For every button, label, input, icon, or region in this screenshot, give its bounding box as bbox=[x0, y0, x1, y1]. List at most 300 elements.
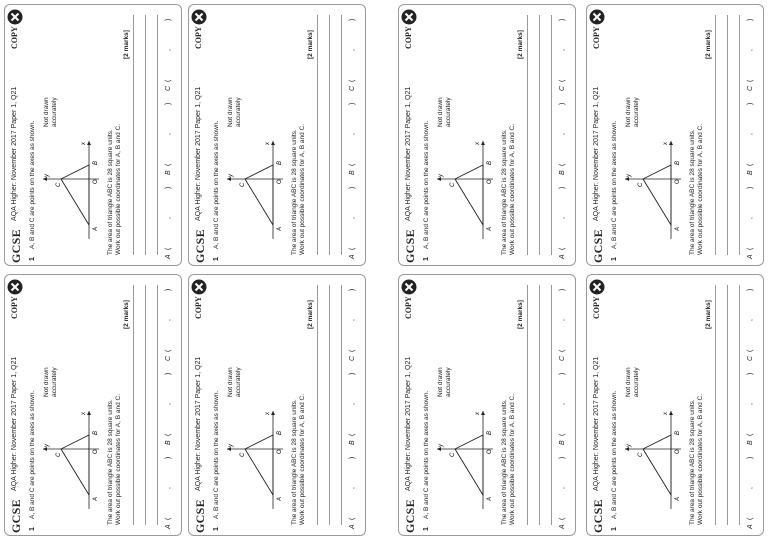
question-card bbox=[4, 274, 182, 536]
answer-c-comma[interactable]: , bbox=[747, 49, 754, 51]
answer-a-label: A bbox=[559, 524, 566, 529]
answer-b-open: ( bbox=[747, 433, 754, 436]
card-header bbox=[591, 9, 607, 263]
answer-c-open: ( bbox=[165, 79, 172, 82]
point-c-label: C bbox=[240, 182, 246, 187]
answer-a-comma[interactable]: , bbox=[559, 217, 566, 219]
answer-b-label: B bbox=[559, 170, 566, 175]
working-line[interactable] bbox=[317, 15, 318, 255]
answer-a-close: ) bbox=[559, 186, 566, 189]
answer-c-label: C bbox=[165, 85, 172, 91]
working-line[interactable] bbox=[727, 285, 728, 525]
triangle-diagram bbox=[39, 405, 103, 515]
triangle-abc bbox=[245, 165, 273, 225]
answer-b-open: ( bbox=[349, 163, 356, 166]
answer-b-comma[interactable]: , bbox=[559, 403, 566, 405]
answer-c-label: C bbox=[559, 85, 566, 91]
marks-label: [2 marks] bbox=[123, 30, 130, 59]
answer-a-comma[interactable]: , bbox=[165, 217, 172, 219]
question-intro: A, B and C are points on the axes as shown. bbox=[423, 120, 430, 249]
triangle-diagram bbox=[223, 405, 287, 515]
answer-b-label: B bbox=[349, 170, 356, 175]
origin-label: O bbox=[277, 449, 283, 454]
answer-a-close: ) bbox=[165, 456, 172, 459]
answer-c-close: ) bbox=[165, 288, 172, 291]
question-intro: A, B and C are points on the axes as shown. bbox=[213, 120, 220, 249]
answer-a-open: ( bbox=[349, 247, 356, 250]
y-axis-arrow-icon bbox=[227, 447, 231, 451]
y-axis-arrow-icon bbox=[43, 447, 47, 451]
logo-icon bbox=[191, 9, 207, 25]
answer-b-close: ) bbox=[559, 372, 566, 375]
x-axis-arrow-icon bbox=[87, 141, 91, 145]
answer-a-open: ( bbox=[165, 517, 172, 520]
card-content bbox=[587, 5, 764, 266]
y-axis-label: y bbox=[228, 174, 234, 177]
not-drawn-line1: Not drawn bbox=[43, 97, 50, 127]
not-drawn-line1: Not drawn bbox=[227, 367, 234, 397]
copy-label: COPY bbox=[592, 296, 601, 319]
marks-label: [2 marks] bbox=[705, 300, 712, 329]
x-axis-arrow-icon bbox=[271, 411, 275, 415]
question-source: AQA Higher: November 2017 Paper 1, Q21 bbox=[11, 356, 18, 491]
question-source: AQA Higher: November 2017 Paper 1, Q21 bbox=[195, 356, 202, 491]
answer-a-label: A bbox=[559, 254, 566, 259]
y-axis-label: y bbox=[438, 444, 444, 447]
answer-b-close: ) bbox=[165, 372, 172, 375]
y-axis-arrow-icon bbox=[227, 177, 231, 181]
not-drawn-line1: Not drawn bbox=[437, 367, 444, 397]
card-header bbox=[403, 9, 419, 263]
question-card bbox=[188, 274, 366, 536]
point-b-label: B bbox=[277, 430, 283, 435]
card-header bbox=[193, 279, 209, 533]
not-drawn-note bbox=[625, 67, 641, 127]
not-drawn-line2: accurately bbox=[633, 97, 640, 127]
answer-c-comma[interactable]: , bbox=[165, 49, 172, 51]
card-content bbox=[189, 275, 366, 536]
not-drawn-line2: accurately bbox=[235, 367, 242, 397]
answer-c-label: C bbox=[559, 355, 566, 361]
point-a-label: A bbox=[487, 226, 493, 231]
point-b-label: B bbox=[277, 160, 283, 165]
question-intro: A, B and C are points on the axes as shown. bbox=[29, 390, 36, 519]
logo-icon bbox=[401, 279, 417, 295]
answer-b-close: ) bbox=[165, 102, 172, 105]
answer-c-label: C bbox=[747, 355, 754, 361]
y-axis-arrow-icon bbox=[43, 177, 47, 181]
y-axis-arrow-icon bbox=[437, 447, 441, 451]
working-line[interactable] bbox=[527, 285, 528, 525]
answer-b-open: ( bbox=[559, 163, 566, 166]
copy-label: COPY bbox=[194, 26, 203, 49]
answer-c-comma[interactable]: , bbox=[349, 49, 356, 51]
point-c-label: C bbox=[56, 182, 62, 187]
not-drawn-note bbox=[227, 337, 243, 397]
working-line[interactable] bbox=[341, 15, 342, 255]
working-line[interactable] bbox=[715, 15, 716, 255]
question-source: AQA Higher: November 2017 Paper 1, Q21 bbox=[593, 356, 600, 491]
point-a-label: A bbox=[675, 496, 681, 501]
triangle-abc bbox=[61, 435, 89, 495]
answer-a-close: ) bbox=[165, 186, 172, 189]
point-b-label: B bbox=[675, 160, 681, 165]
answer-row bbox=[747, 9, 759, 259]
working-line[interactable] bbox=[551, 15, 552, 255]
answer-c-label: C bbox=[349, 355, 356, 361]
working-line[interactable] bbox=[527, 15, 528, 255]
marks-label: [2 marks] bbox=[517, 300, 524, 329]
answer-a-comma[interactable]: , bbox=[165, 487, 172, 489]
area-statement: The area of triangle ABC is 28 square units. bbox=[689, 399, 696, 525]
answer-c-open: ( bbox=[559, 79, 566, 82]
not-drawn-note bbox=[625, 337, 641, 397]
answer-b-label: B bbox=[165, 440, 172, 445]
question-number: 1 bbox=[611, 257, 618, 261]
not-drawn-line1: Not drawn bbox=[43, 367, 50, 397]
x-axis-arrow-icon bbox=[481, 411, 485, 415]
y-axis-arrow-icon bbox=[625, 177, 629, 181]
answer-c-close: ) bbox=[349, 18, 356, 21]
triangle-abc bbox=[643, 435, 671, 495]
question-card bbox=[586, 274, 764, 536]
question-source: AQA Higher: November 2017 Paper 1, Q21 bbox=[195, 86, 202, 221]
question-card bbox=[188, 4, 366, 266]
area-statement: The area of triangle ABC is 28 square units. bbox=[107, 399, 114, 525]
origin-label: O bbox=[93, 179, 99, 184]
point-b-label: B bbox=[487, 430, 493, 435]
working-line[interactable] bbox=[551, 285, 552, 525]
not-drawn-note bbox=[43, 67, 59, 127]
card-content bbox=[399, 275, 576, 536]
point-b-label: B bbox=[93, 430, 99, 435]
triangle-diagram bbox=[223, 135, 287, 245]
x-axis-label: x bbox=[663, 142, 669, 145]
answer-c-open: ( bbox=[349, 349, 356, 352]
answer-a-close: ) bbox=[559, 456, 566, 459]
answer-a-open: ( bbox=[349, 517, 356, 520]
question-number: 1 bbox=[611, 527, 618, 531]
point-c-label: C bbox=[56, 452, 62, 457]
x-axis-arrow-icon bbox=[669, 141, 673, 145]
triangle-diagram bbox=[433, 135, 497, 245]
working-line[interactable] bbox=[739, 15, 740, 255]
area-statement: The area of triangle ABC is 28 square units. bbox=[501, 399, 508, 525]
not-drawn-line2: accurately bbox=[633, 367, 640, 397]
card-header bbox=[591, 279, 607, 533]
triangle-abc bbox=[245, 435, 273, 495]
point-c-label: C bbox=[450, 182, 456, 187]
copy-label: COPY bbox=[10, 26, 19, 49]
answer-b-comma[interactable]: , bbox=[165, 133, 172, 135]
brand-title: GCSE bbox=[9, 229, 23, 263]
working-line[interactable] bbox=[539, 285, 540, 525]
area-statement: The area of triangle ABC is 28 square units. bbox=[689, 129, 696, 255]
question-intro: A, B and C are points on the axes as shown. bbox=[213, 390, 220, 519]
answer-b-comma[interactable]: , bbox=[747, 403, 754, 405]
origin-label: O bbox=[487, 179, 493, 184]
question-number: 1 bbox=[29, 527, 36, 531]
origin-label: O bbox=[277, 179, 283, 184]
answer-b-label: B bbox=[747, 170, 754, 175]
working-line[interactable] bbox=[317, 285, 318, 525]
answer-a-open: ( bbox=[559, 247, 566, 250]
answer-c-open: ( bbox=[747, 79, 754, 82]
working-line[interactable] bbox=[133, 285, 134, 525]
working-line[interactable] bbox=[157, 285, 158, 525]
not-drawn-note bbox=[43, 337, 59, 397]
point-a-label: A bbox=[93, 226, 99, 231]
card-content bbox=[5, 5, 182, 266]
working-line[interactable] bbox=[145, 285, 146, 525]
point-b-label: B bbox=[487, 160, 493, 165]
copy-label: COPY bbox=[194, 296, 203, 319]
working-line[interactable] bbox=[727, 15, 728, 255]
x-axis-label: x bbox=[81, 142, 87, 145]
card-header bbox=[9, 9, 25, 263]
answer-a-comma[interactable]: , bbox=[349, 487, 356, 489]
answer-row bbox=[349, 279, 361, 529]
answer-c-comma[interactable]: , bbox=[349, 319, 356, 321]
working-line[interactable] bbox=[715, 285, 716, 525]
x-axis-label: x bbox=[475, 412, 481, 415]
point-a-label: A bbox=[277, 496, 283, 501]
answer-b-comma[interactable]: , bbox=[349, 403, 356, 405]
working-line[interactable] bbox=[739, 285, 740, 525]
card-header bbox=[403, 279, 419, 533]
question-source: AQA Higher: November 2017 Paper 1, Q21 bbox=[593, 86, 600, 221]
not-drawn-line2: accurately bbox=[235, 97, 242, 127]
answer-c-close: ) bbox=[559, 18, 566, 21]
card-header bbox=[9, 279, 25, 533]
marks-label: [2 marks] bbox=[307, 300, 314, 329]
answer-a-close: ) bbox=[747, 186, 754, 189]
answer-c-open: ( bbox=[559, 349, 566, 352]
x-axis-arrow-icon bbox=[481, 141, 485, 145]
answer-b-label: B bbox=[165, 170, 172, 175]
task-statement: Work out possible coordinates for A, B and C. bbox=[509, 393, 516, 525]
not-drawn-line1: Not drawn bbox=[437, 97, 444, 127]
brand-title: GCSE bbox=[193, 229, 207, 263]
task-statement: Work out possible coordinates for A, B and C. bbox=[509, 123, 516, 255]
origin-label: O bbox=[675, 449, 681, 454]
answer-a-label: A bbox=[747, 254, 754, 259]
logo-icon bbox=[401, 9, 417, 25]
y-axis-arrow-icon bbox=[625, 447, 629, 451]
answer-c-label: C bbox=[349, 85, 356, 91]
answer-a-label: A bbox=[747, 524, 754, 529]
answer-c-close: ) bbox=[165, 18, 172, 21]
answer-b-close: ) bbox=[747, 102, 754, 105]
logo-icon bbox=[7, 279, 23, 295]
question-number: 1 bbox=[29, 257, 36, 261]
answer-c-open: ( bbox=[165, 349, 172, 352]
answer-row bbox=[747, 279, 759, 529]
answer-c-comma[interactable]: , bbox=[747, 319, 754, 321]
question-card bbox=[4, 4, 182, 266]
marks-label: [2 marks] bbox=[517, 30, 524, 59]
answer-a-label: A bbox=[349, 254, 356, 259]
task-statement: Work out possible coordinates for A, B and C. bbox=[115, 393, 122, 525]
copy-label: COPY bbox=[592, 26, 601, 49]
answer-b-close: ) bbox=[349, 372, 356, 375]
answer-row bbox=[349, 9, 361, 259]
answer-a-label: A bbox=[165, 254, 172, 259]
answer-b-open: ( bbox=[165, 433, 172, 436]
point-c-label: C bbox=[638, 182, 644, 187]
point-c-label: C bbox=[240, 452, 246, 457]
question-number: 1 bbox=[423, 527, 430, 531]
question-card bbox=[586, 4, 764, 266]
brand-title: GCSE bbox=[9, 499, 23, 533]
logo-icon bbox=[191, 279, 207, 295]
task-statement: Work out possible coordinates for A, B and C. bbox=[299, 123, 306, 255]
origin-label: O bbox=[93, 449, 99, 454]
area-statement: The area of triangle ABC is 28 square units. bbox=[107, 129, 114, 255]
answer-b-label: B bbox=[747, 440, 754, 445]
y-axis-label: y bbox=[44, 444, 50, 447]
answer-b-open: ( bbox=[349, 433, 356, 436]
card-header bbox=[193, 9, 209, 263]
answer-a-close: ) bbox=[349, 186, 356, 189]
point-a-label: A bbox=[675, 226, 681, 231]
logo-icon bbox=[7, 9, 23, 25]
answer-b-open: ( bbox=[747, 163, 754, 166]
not-drawn-note bbox=[437, 67, 453, 127]
working-line[interactable] bbox=[329, 285, 330, 525]
area-statement: The area of triangle ABC is 28 square units. bbox=[501, 129, 508, 255]
point-b-label: B bbox=[675, 430, 681, 435]
x-axis-label: x bbox=[265, 142, 271, 145]
answer-c-open: ( bbox=[349, 79, 356, 82]
answer-c-close: ) bbox=[349, 288, 356, 291]
answer-a-close: ) bbox=[349, 456, 356, 459]
triangle-diagram bbox=[39, 135, 103, 245]
working-line[interactable] bbox=[133, 15, 134, 255]
answer-row bbox=[165, 9, 177, 259]
marks-label: [2 marks] bbox=[307, 30, 314, 59]
answer-c-close: ) bbox=[747, 288, 754, 291]
y-axis-label: y bbox=[44, 174, 50, 177]
answer-b-comma[interactable]: , bbox=[559, 133, 566, 135]
not-drawn-line1: Not drawn bbox=[227, 97, 234, 127]
answer-c-comma[interactable]: , bbox=[165, 319, 172, 321]
y-axis-label: y bbox=[626, 444, 632, 447]
working-line[interactable] bbox=[329, 15, 330, 255]
question-source: AQA Higher: November 2017 Paper 1, Q21 bbox=[405, 86, 412, 221]
answer-a-comma[interactable]: , bbox=[747, 217, 754, 219]
y-axis-label: y bbox=[228, 444, 234, 447]
not-drawn-line1: Not drawn bbox=[625, 367, 632, 397]
answer-row bbox=[559, 279, 571, 529]
marks-label: [2 marks] bbox=[123, 300, 130, 329]
copy-label: COPY bbox=[404, 296, 413, 319]
answer-a-open: ( bbox=[165, 247, 172, 250]
answer-a-open: ( bbox=[747, 517, 754, 520]
answer-a-comma[interactable]: , bbox=[747, 487, 754, 489]
not-drawn-line1: Not drawn bbox=[625, 97, 632, 127]
answer-b-comma[interactable]: , bbox=[747, 133, 754, 135]
triangle-abc bbox=[643, 165, 671, 225]
answer-c-close: ) bbox=[559, 288, 566, 291]
point-b-label: B bbox=[93, 160, 99, 165]
answer-b-comma[interactable]: , bbox=[349, 133, 356, 135]
brand-title: GCSE bbox=[591, 229, 605, 263]
answer-c-open: ( bbox=[747, 349, 754, 352]
answer-a-label: A bbox=[349, 524, 356, 529]
x-axis-label: x bbox=[81, 412, 87, 415]
x-axis-label: x bbox=[265, 412, 271, 415]
origin-label: O bbox=[487, 449, 493, 454]
triangle-diagram bbox=[433, 405, 497, 515]
brand-title: GCSE bbox=[403, 229, 417, 263]
question-intro: A, B and C are points on the axes as shown. bbox=[611, 120, 618, 249]
brand-title: GCSE bbox=[403, 499, 417, 533]
x-axis-label: x bbox=[475, 142, 481, 145]
point-c-label: C bbox=[638, 452, 644, 457]
answer-b-close: ) bbox=[747, 372, 754, 375]
answer-c-comma[interactable]: , bbox=[559, 49, 566, 51]
y-axis-label: y bbox=[626, 174, 632, 177]
question-intro: A, B and C are points on the axes as shown. bbox=[611, 390, 618, 519]
answer-c-label: C bbox=[747, 85, 754, 91]
task-statement: Work out possible coordinates for A, B and C. bbox=[697, 393, 704, 525]
answer-c-close: ) bbox=[747, 18, 754, 21]
y-axis-arrow-icon bbox=[437, 177, 441, 181]
question-number: 1 bbox=[213, 257, 220, 261]
question-card bbox=[398, 4, 576, 266]
marks-label: [2 marks] bbox=[705, 30, 712, 59]
brand-title: GCSE bbox=[193, 499, 207, 533]
answer-b-open: ( bbox=[559, 433, 566, 436]
not-drawn-line2: accurately bbox=[445, 367, 452, 397]
working-line[interactable] bbox=[145, 15, 146, 255]
x-axis-label: x bbox=[663, 412, 669, 415]
working-line[interactable] bbox=[341, 285, 342, 525]
question-source: AQA Higher: November 2017 Paper 1, Q21 bbox=[11, 86, 18, 221]
question-number: 1 bbox=[423, 257, 430, 261]
answer-row bbox=[165, 279, 177, 529]
y-axis-label: y bbox=[438, 174, 444, 177]
answer-b-open: ( bbox=[165, 163, 172, 166]
answer-b-label: B bbox=[559, 440, 566, 445]
card-content bbox=[399, 5, 576, 266]
card-content bbox=[5, 275, 182, 536]
answer-c-comma[interactable]: , bbox=[559, 319, 566, 321]
answer-row bbox=[559, 9, 571, 259]
question-intro: A, B and C are points on the axes as shown. bbox=[29, 120, 36, 249]
card-content bbox=[587, 275, 764, 536]
answer-b-close: ) bbox=[559, 102, 566, 105]
answer-a-comma[interactable]: , bbox=[349, 217, 356, 219]
working-line[interactable] bbox=[539, 15, 540, 255]
logo-icon bbox=[589, 279, 605, 295]
answer-b-close: ) bbox=[349, 102, 356, 105]
origin-label: O bbox=[675, 179, 681, 184]
question-source: AQA Higher: November 2017 Paper 1, Q21 bbox=[405, 356, 412, 491]
card-content bbox=[189, 5, 366, 266]
point-c-label: C bbox=[450, 452, 456, 457]
question-intro: A, B and C are points on the axes as shown. bbox=[423, 390, 430, 519]
triangle-abc bbox=[455, 165, 483, 225]
working-line[interactable] bbox=[157, 15, 158, 255]
task-statement: Work out possible coordinates for A, B and C. bbox=[115, 123, 122, 255]
brand-title: GCSE bbox=[591, 499, 605, 533]
answer-a-comma[interactable]: , bbox=[559, 487, 566, 489]
question-card bbox=[398, 274, 576, 536]
triangle-abc bbox=[455, 435, 483, 495]
answer-b-comma[interactable]: , bbox=[165, 403, 172, 405]
